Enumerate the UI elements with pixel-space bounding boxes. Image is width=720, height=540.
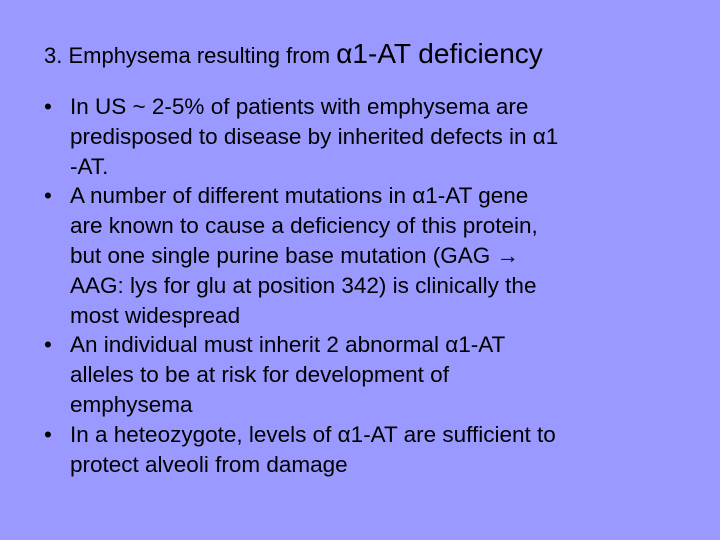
bullet-line: alleles to be at risk for development of: [70, 362, 449, 388]
slide-title-part1: 3. Emphysema resulting from: [44, 43, 337, 68]
bullet-line: In a heteozygote, levels of α1-AT are sufficient to: [70, 421, 556, 447]
bullet-line: emphysema: [70, 391, 193, 417]
bullet-item: [44, 330, 690, 419]
bullet-item: [44, 92, 690, 181]
bullet-line: A number of different mutations in α1-AT gene: [70, 183, 529, 209]
bullet-list: [44, 92, 690, 479]
bullet-line: are known to cause a deficiency of this protein,: [70, 213, 538, 239]
slide-title: [44, 38, 543, 70]
bullet-line: protect alveoli from damage: [70, 451, 348, 477]
bullet-line: -AT.: [70, 153, 109, 179]
bullet-line: most widespread: [70, 302, 241, 328]
bullet-line: but one single purine base mutation (GAG →: [70, 242, 520, 268]
bullet-line: In US ~ 2-5% of patients with emphysema are: [70, 94, 529, 119]
bullet-dot-icon: •: [44, 183, 52, 209]
bullet-item: [44, 420, 690, 480]
bullet-dot-icon: •: [44, 94, 52, 119]
bullet-line: predisposed to disease by inherited defects in α1: [70, 123, 559, 149]
bullet-dot-icon: •: [44, 421, 52, 447]
bullet-line: An individual must inherit 2 abnormal α1-AT: [70, 332, 506, 358]
bullet-item: [44, 181, 690, 330]
bullet-line: AAG: lys for glu at position 342) is clinically the: [70, 272, 537, 298]
bullet-dot-icon: •: [44, 332, 52, 358]
slide-title-part2: α1-AT deficiency: [336, 38, 543, 69]
